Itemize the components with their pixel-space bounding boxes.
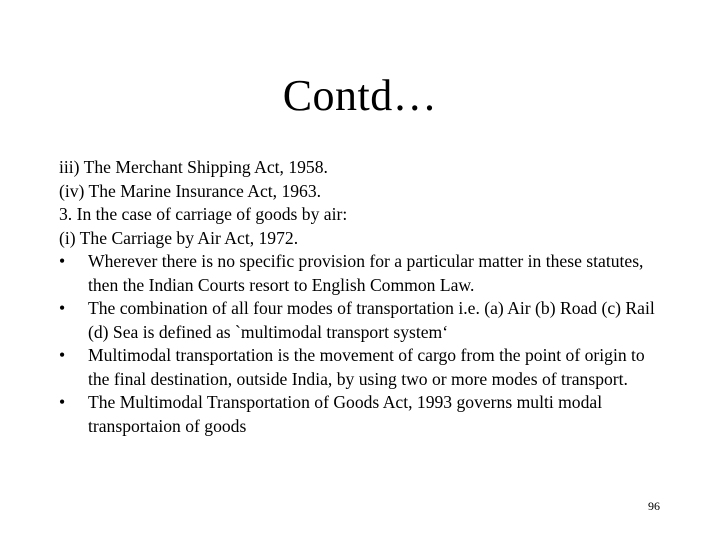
act-line-marine-insurance: (iv) The Marine Insurance Act, 1963. — [59, 180, 322, 201]
bullet-text: The Multimodal Transportation of Goods Act, 1993 governs multi modal transportaion of goods — [88, 392, 603, 436]
bullet-item — [59, 391, 669, 438]
bullet-icon: • — [59, 298, 66, 318]
bullet-item — [59, 297, 669, 344]
act-line-carriage-by-air: (i) The Carriage by Air Act, 1972. — [59, 227, 299, 248]
bullet-item — [59, 250, 669, 297]
bullet-text: Multimodal transportation is the movement of cargo from the point of origin to the final destination, outside India, by using two or more modes of transport. — [88, 345, 645, 389]
act-line-merchant-shipping: iii) The Merchant Shipping Act, 1958. — [59, 157, 328, 177]
bullet-icon: • — [59, 392, 66, 412]
carriage-by-air-heading: 3. In the case of carriage of goods by air: — [59, 204, 348, 224]
page-number: 96 — [648, 499, 660, 513]
bullet-text: Wherever there is no specific provision for a particular matter in these statutes, then the Indian Courts resort to English Common Law. — [88, 251, 644, 295]
bullet-icon: • — [59, 345, 66, 365]
bullet-item — [59, 344, 669, 391]
slide-title: Contd… — [282, 71, 438, 120]
slide-body — [59, 156, 669, 438]
bullet-text: The combination of all four modes of transportation i.e. (a) Air (b) Road (c) Rail (d) Sea is defined as `multimodal transport system‘ — [88, 298, 655, 342]
bullet-icon: • — [59, 251, 66, 271]
